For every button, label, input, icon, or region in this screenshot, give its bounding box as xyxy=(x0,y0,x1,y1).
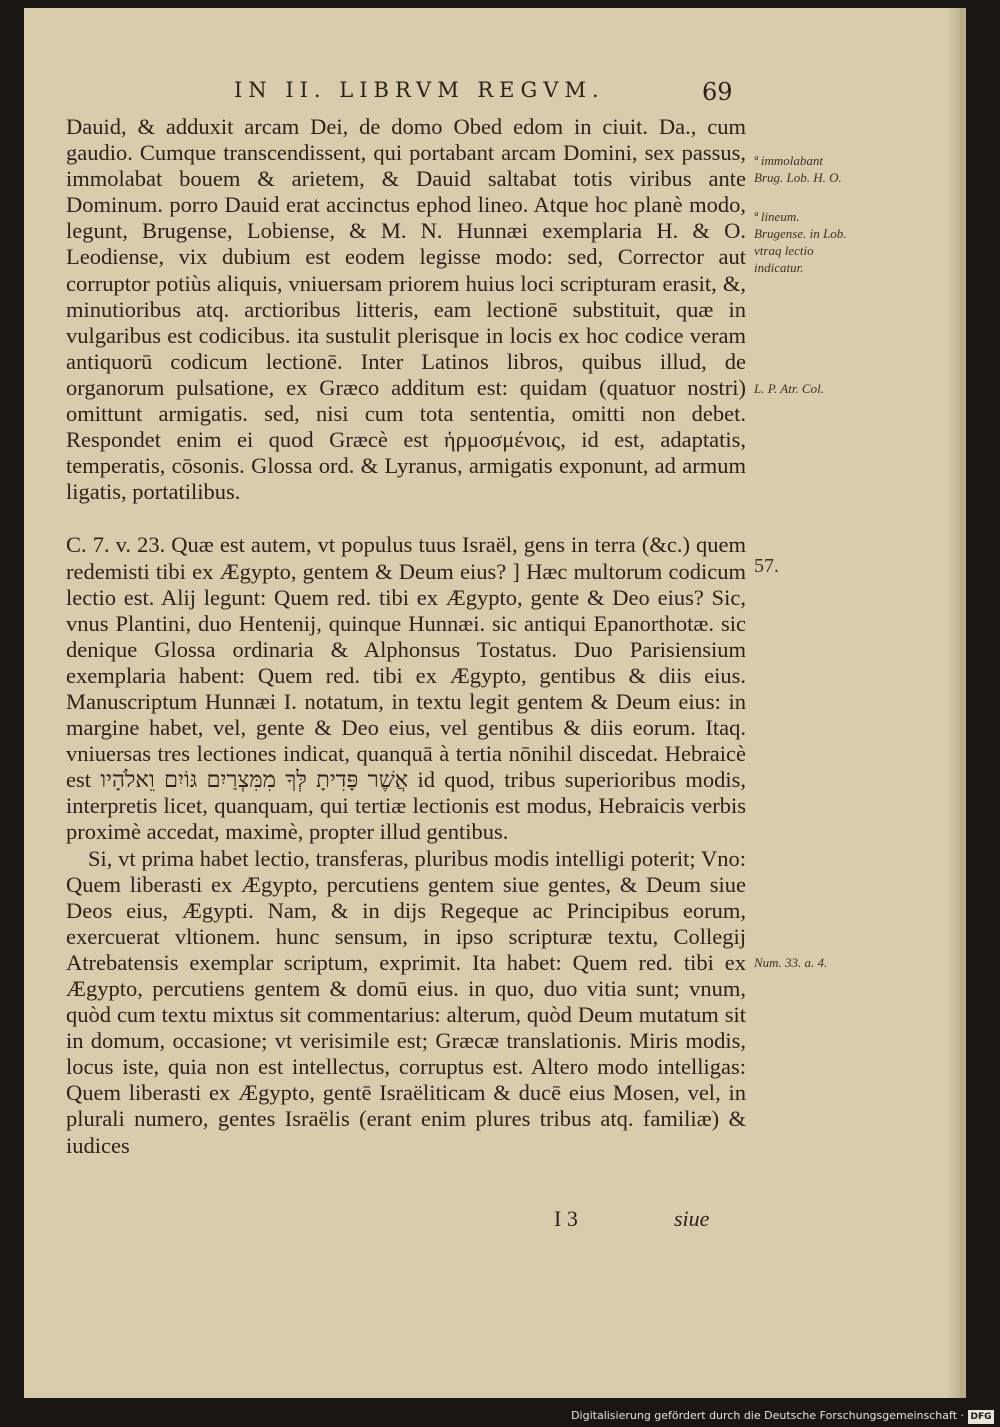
page-number: 69 xyxy=(702,78,733,106)
running-head xyxy=(24,70,966,110)
signature-mark: I 3 xyxy=(554,1206,578,1231)
catchword: siue xyxy=(674,1206,710,1231)
main-text-column xyxy=(66,114,746,1159)
margin-note-numbers-ref: Num. 33. a. 4. xyxy=(754,955,828,970)
book-page xyxy=(24,8,966,1398)
footer-credit: Digitalisierung gefördert durch die Deutsche Forschungsgemeinschaft · xyxy=(571,1409,964,1422)
running-head-title: IN II. LIBRVM REGVM. xyxy=(234,78,605,102)
paragraph-1: Dauid, & adduxit arcam Dei, de domo Obed edom in ciuit. Da., cum gaudio. Cumque transcendissent, qui portabant arcam Domini, sex passus, immolabat bouem & arietem, & Dauid saltabat totis viribus ante Dominum. porro Dauid erat accinctus ephod lineo. Atque hoc planè modo, legunt, Brugense, Lobiense, & M. N. Hunnæi exemplaria H. & O. Leodiense, vix dubium est eodem legisse modo: sed, Corrector aut corruptor potiùs aliquis, vniuersam priorem huius loci scripturam erasit, &, minutioribus atq. arctioribus litteris, eam lectionē substituit, quæ in vulgaribus est codicibus. ita sustulit plerisque in locis ex hoc codice veram antiquorū codicum lectionē. Inter Latinos libros, quibus illud, de organorum pulsatione, ex Græco additum est: quidam (quatuor nostri) omittunt armigatis. sed, nisi cum tota sententia, omitti non debet. Respondet enim ei quod Græcè est ἡρμοσμένοις, id est, adaptatis, temperatis, cōsonis. Glossa ord. & Lyranus, armigatis exponunt, ad armum ligatis, portatilibus. xyxy=(66,114,746,505)
margin-note-sources: L. P. Atr. Col. xyxy=(754,381,824,396)
margin-note-number: 57. xyxy=(754,555,779,577)
dfg-logo-icon: DFG xyxy=(968,1410,994,1424)
paragraph-2: C. 7. v. 23. Quæ est autem, vt populus tuus Israël, gens in terra (&c.) quem redemisti tibi ex Ægypto, gentem & Deum eius? ] Hæc multorum codicum lectio est. Alij legunt: Quem red. tibi ex Ægypto, gente & Deo eius? Sic, vnus Plantini, duo Hentenij, quinque Hunnæi. sic antiqui Epanorthotæ. sic denique Glossa ordinaria & Alphonsus Tostatus. Duo Parisiensium exemplaria habent: Quem red. tibi ex Ægypto, gentibus & diis eius. Manuscriptum Hunnæi I. notatum, in textu legit gentem & Deum eius: in margine habet, vel, gente & Deo eius, vel gentibus & diis eorum. Itaq. vniuersas tres lectiones indicat, quanquā à tertia nōnihil discedat. Hebraicè est אֲשֶׁר פָּדִיתָ לְּךָ מִמִּצְרַיִם גּוֹיִם וֵאלֹהָיו id quod, tribus superioribus modis, interpretis licet, quanquam, qui tertiæ lectionis est modus, Hebraicis verbis proximè accedat, maximè, propter illud gentibus. xyxy=(66,532,746,845)
digitization-footer xyxy=(0,1408,1000,1427)
margin-note-lineum: ª lineum. Brugense. in Lob. vtraq lectio indicatur. xyxy=(754,209,847,275)
margin-note-immolabant: ª immolabant Brug. Lob. H. O. xyxy=(754,153,842,185)
paragraph-3: Si, vt prima habet lectio, transferas, pluribus modis intelligi poterit; Vno: Quem liberasti ex Ægypto, percutiens gentem siue gentes, & Deum siue Deos eius, Ægypti. Nam, & in dijs Regeque ac Principibus eorum, exercuerat vltionem. hunc sensum, in ipso scripturæ textu, Collegij Atrebatensis exemplar scriptum, exprimit. Ita habet: Quem red. tibi ex Ægypto, percutiens gentem & domū eius. in quo, duo vitia sunt; vnum, quòd cum textu mixtus sit commentarius: alterum, quòd Deum mutatum sit in domum, occasione; vt verisimile est; Græcæ translationis. Miris modis, locus iste, quia non est intellectus, corruptus est. Altero modo intelligas: Quem liberasti ex Ægypto, gentē Israëliticam & ducē eius Mosen, vel, in plurali numero, gentes Israëlis (erant enim plures tribus atq. familiæ) & iudices xyxy=(66,845,746,1158)
